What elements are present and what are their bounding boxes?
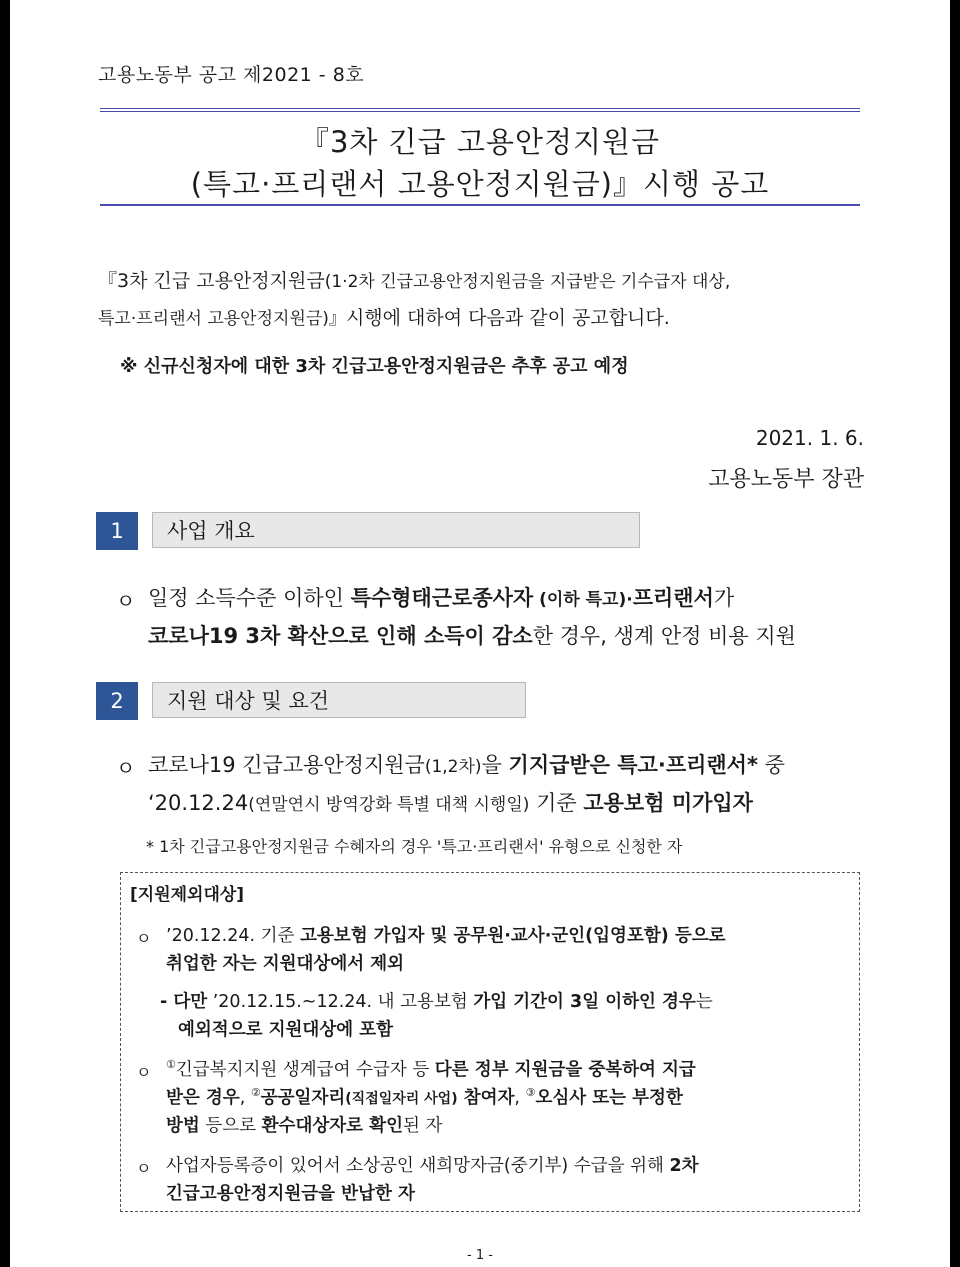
ex2-j: 방법	[166, 1116, 200, 1136]
exsub-b: 가입 기간이 3일 이하인 경우	[473, 992, 696, 1012]
ex3-a: 사업자등록증이 있어서 소상공인 새희망자금(중기부) 수급을 위해	[166, 1156, 670, 1176]
intro-line-2	[98, 303, 670, 330]
minister-signature: 고용노동부 장관	[708, 467, 864, 492]
section-1-line-1	[148, 582, 734, 612]
ex2-c: 받은 경우	[166, 1088, 240, 1108]
exclusion-item-2-line-1	[166, 1056, 696, 1081]
title-rule-bottom	[100, 204, 860, 206]
exclusion-sub-line-1	[160, 988, 713, 1013]
s2-text-h: 기준	[529, 791, 584, 815]
s2-text-b: (1,2차)	[424, 757, 482, 777]
ex2-m: 된 자	[403, 1116, 443, 1136]
exclusion-item-1-line-1	[166, 922, 726, 947]
intro-note: ※ 신규신청자에 대한 3차 긴급고용안정지원금은 추후 공고 예정	[120, 356, 629, 377]
ex2-f: (직접일자리 사업)	[345, 1091, 458, 1107]
section-2-heading: 지원 대상 및 요건	[152, 682, 526, 718]
s2-text-g: (연말연시 방역강화 특별 대책 시행일)	[248, 795, 530, 815]
s1-text-g: 한 경우, 생계 안정 비용 지원	[532, 624, 796, 648]
title-rule-top	[100, 108, 860, 112]
section-1-number: 1	[96, 512, 138, 550]
intro-line-2b: 시행에 대하여 다음과 같이 공고합니다.	[345, 307, 670, 329]
document-page	[10, 0, 950, 1267]
ex2-sup2: ②	[250, 1086, 261, 1100]
section-1-bullet: ㅇ	[116, 589, 136, 613]
s2-text-f: ‘20.12.24	[148, 791, 249, 815]
exclusion-bullet-2: ㅇ	[136, 1063, 152, 1082]
exclusion-item-3-line-2: 긴급고용안정지원금을 반납한 자	[166, 1184, 415, 1204]
section-1-line-2	[148, 620, 796, 650]
ex2-l: 환수대상자로 확인	[261, 1116, 403, 1136]
ex1-b: 고용보험 가입자 및 공무원·교사·군인(입영포함) 등으로	[300, 926, 726, 946]
exclusion-item-2-line-2	[166, 1084, 683, 1109]
section-2-line-2	[148, 787, 753, 817]
exclusion-title: [지원제외대상]	[130, 885, 245, 905]
s2-text-c: 을	[481, 753, 509, 777]
section-2-line-1	[148, 749, 785, 779]
exclusion-item-2-line-3	[166, 1112, 442, 1137]
s1-text-d: 프리랜서	[632, 586, 714, 610]
intro-line-1b: (1·2차 긴급고용안정지원금을 지급받은 기수급자 대상,	[324, 272, 731, 292]
notice-date: 2021. 1. 6.	[755, 426, 864, 450]
ex2-g: 참여자	[457, 1088, 515, 1108]
s2-text-d: 기지급받은 특고·프리랜서*	[508, 753, 758, 777]
exsub-dash: - 다만	[160, 992, 208, 1012]
intro-line-2a: 특고·프리랜서 고용안정지원금)』	[98, 309, 346, 329]
ex2-e: 공공일자리	[260, 1088, 346, 1108]
section-2-footnote: * 1차 긴급고용안정지원금 수혜자의 경우 '특고·프리랜서' 유형으로 신청한 자	[146, 837, 683, 856]
exclusion-sub-line-2: 예외적으로 지원대상에 포함	[178, 1020, 394, 1040]
title-line-2: (특고·프리랜서 고용안정지원금)』시행 공고	[190, 167, 770, 201]
ex2-sup1: ①	[166, 1058, 176, 1072]
ex2-h: ,	[514, 1088, 526, 1108]
intro-line-1a: 『3차 긴급 고용안정지원금	[98, 270, 325, 292]
section-1-heading: 사업 개요	[152, 512, 640, 548]
exclusion-bullet-3: ㅇ	[136, 1159, 152, 1178]
s1-text-f: 코로나19 3차 확산으로 인해 소득이 감소	[148, 624, 533, 648]
page-number: - 1 -	[467, 1248, 493, 1263]
exclusion-item-1-line-2: 취업한 자는 지원대상에서 제외	[166, 954, 405, 974]
s2-text-i: 고용보험 미가입자	[583, 791, 753, 815]
exsub-c: 는	[695, 992, 713, 1012]
section-2-bullet: ㅇ	[116, 756, 136, 780]
s1-text-a: 일정 소득수준 이하인	[148, 586, 351, 610]
exsub-a: ’20.12.15.~12.24. 내 고용보험	[207, 992, 474, 1012]
title-line-1: 『3차 긴급 고용안정지원금	[299, 125, 661, 159]
exclusion-item-3-line-1	[166, 1152, 699, 1177]
ex3-b: 2차	[669, 1156, 699, 1176]
section-2-number: 2	[96, 682, 138, 720]
s1-text-c: (이하 특고)·	[533, 590, 633, 610]
ex2-d: ,	[239, 1088, 251, 1108]
ex2-k: 등으로	[199, 1116, 262, 1136]
exclusion-bullet-1: ㅇ	[136, 929, 152, 948]
ex2-b: 다른 정부 지원금을 중복하여 지급	[434, 1060, 696, 1080]
ex1-a: ’20.12.24. 기준	[166, 926, 300, 946]
intro-line-1	[98, 266, 730, 293]
s2-text-a: 코로나19 긴급고용안정지원금	[148, 753, 425, 777]
ex2-sup3: ③	[525, 1086, 536, 1100]
ex2-i: 오심사 또는 부정한	[535, 1088, 683, 1108]
notice-number: 고용노동부 공고 제2021 - 8호	[98, 64, 365, 86]
ex2-a: 긴급복지지원 생계급여 수급자 등	[175, 1060, 435, 1080]
s1-text-b: 특수형태근로종사자	[350, 586, 534, 610]
s2-text-e: 중	[757, 753, 785, 777]
s1-text-e: 가	[713, 586, 735, 610]
